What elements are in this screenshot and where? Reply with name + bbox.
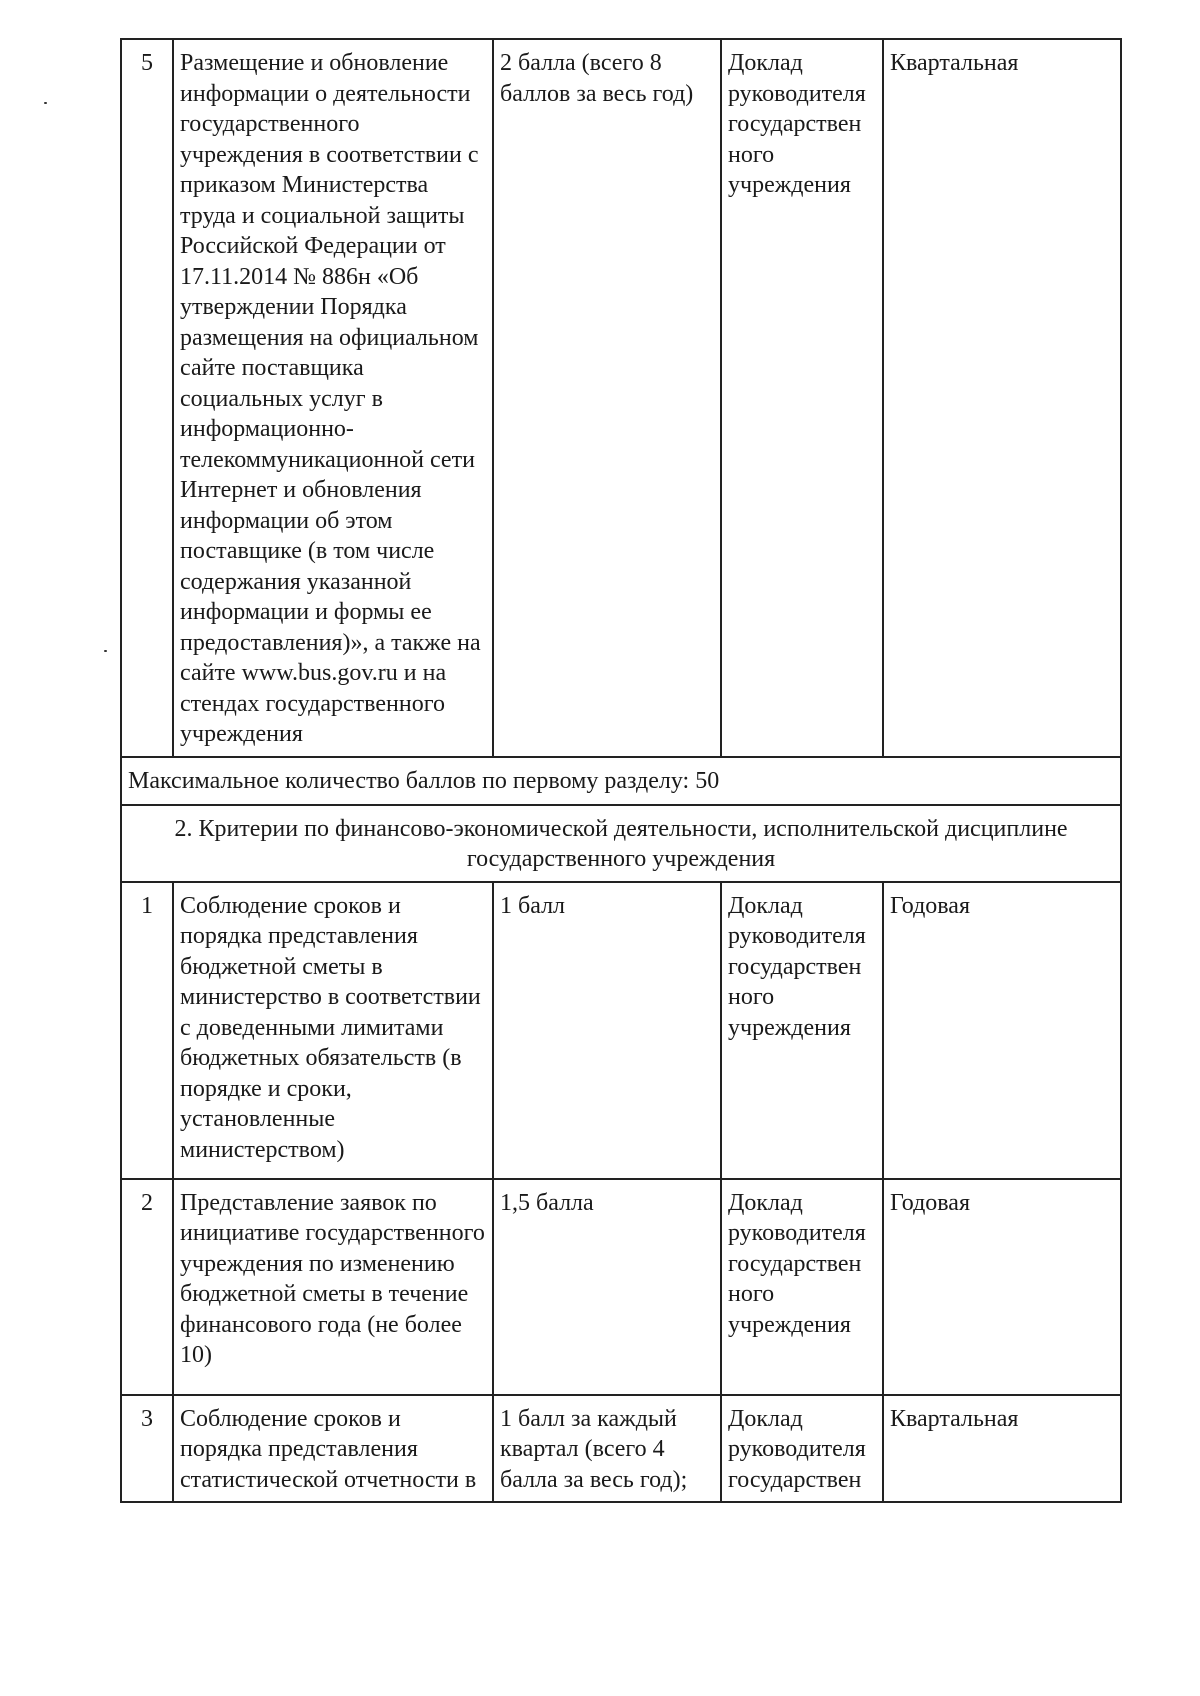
source-cell: Доклад руководителя государствен ного учреждения bbox=[721, 1179, 883, 1395]
periodicity-cell: Квартальная bbox=[883, 1395, 1121, 1503]
points-cell: 2 балла (всего 8 баллов за весь год) bbox=[493, 39, 721, 757]
section2-title: 2. Критерии по финансово-экономической деятельности, исполнительской дисциплине государственного учреждения bbox=[121, 805, 1121, 882]
source-cell: Доклад руководителя государствен ного учреждения bbox=[721, 882, 883, 1179]
periodicity-cell: Годовая bbox=[883, 1179, 1121, 1395]
row-number: 5 bbox=[121, 39, 173, 757]
points-cell: 1,5 балла bbox=[493, 1179, 721, 1395]
periodicity-cell: Годовая bbox=[883, 882, 1121, 1179]
criterion-cell: Представление заявок по инициативе государственного учреждения по изменению бюджетной сметы в течение финансового года (не более 10) bbox=[173, 1179, 493, 1395]
section-heading-row bbox=[121, 805, 1121, 882]
row-number: 1 bbox=[121, 882, 173, 1179]
source-cell: Доклад руководителя государствен ного учреждения bbox=[721, 39, 883, 757]
scan-speck bbox=[104, 650, 107, 652]
periodicity-cell: Квартальная bbox=[883, 39, 1121, 757]
criterion-cell: Соблюдение сроков и порядка представления бюджетной сметы в министерство в соответствии с доведенными лимитами бюджетных обязательств (в порядке и сроки, установленные министерством) bbox=[173, 882, 493, 1179]
criterion-cell: Размещение и обновление информации о деятельности государственного учреждения в соответствии с приказом Министерства труда и социальной защиты Российской Федерации от 17.11.2014 № 886н «Об утверждении Порядка размещения на официальном сайте поставщика социальных услуг в информационно-телекоммуникационной сети Интернет и обновления информации об этом поставщике (в том числе содержания указанной информации и формы ее предоставления)», а также на сайте www.bus.gov.ru и на стендах государственного учреждения bbox=[173, 39, 493, 757]
table-row bbox=[121, 39, 1121, 757]
criteria-table bbox=[120, 38, 1122, 1503]
scan-speck bbox=[44, 102, 47, 104]
criterion-cell: Соблюдение сроков и порядка представления статистической отчетности в bbox=[173, 1395, 493, 1503]
table-row bbox=[121, 882, 1121, 1179]
table-row bbox=[121, 1179, 1121, 1395]
row-number: 3 bbox=[121, 1395, 173, 1503]
section1-max-points: Максимальное количество баллов по первому разделу: 50 bbox=[121, 757, 1121, 805]
source-cell: Доклад руководителя государствен bbox=[721, 1395, 883, 1503]
table-row bbox=[121, 1395, 1121, 1503]
points-cell: 1 балл за каждый квартал (всего 4 балла за весь год); bbox=[493, 1395, 721, 1503]
row-number: 2 bbox=[121, 1179, 173, 1395]
points-cell: 1 балл bbox=[493, 882, 721, 1179]
section-total-row bbox=[121, 757, 1121, 805]
